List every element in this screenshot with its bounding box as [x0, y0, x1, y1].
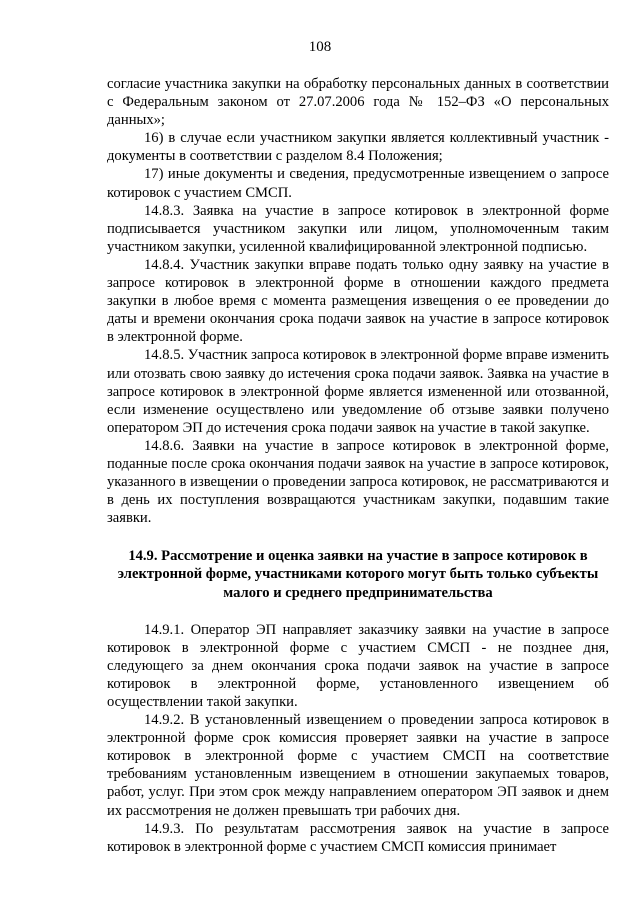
clause-14-9-1: 14.9.1. Оператор ЭП направляет заказчику заявки на участие в запросе котировок в электронной форме с участием СМСП - не позднее дня, следующего за днем окончания срока подачи заявок на участие в запросе котировок в электронной форме, установленного извещением об осуществлении такой закупки.	[107, 621, 609, 710]
paragraph-continued: согласие участника закупки на обработку персональных данных в соответствии с Федеральным законом от 27.07.2006 года № 152–ФЗ «О персональных данных»;	[107, 76, 609, 129]
page-number: 108	[308, 39, 332, 55]
document-body	[107, 75, 609, 856]
clause-14-8-6: 14.8.6. Заявки на участие в запросе котировок в электронной форме, поданные после срока окончания подачи заявок на участие в запросе котировок, указанного в извещении о проведении запроса котировок, не рассматриваются и в день их поступления возвращаются участникам закупки, подавшим такие заявки.	[107, 437, 609, 527]
list-item-16: 16) в случае если участником закупки является коллективный участник - документы в соответствии с разделом 8.4 Положения;	[107, 130, 609, 165]
clause-14-8-4: 14.8.4. Участник закупки вправе подать только одну заявку на участие в запросе котировок в электронной форме в отношении каждого предмета закупки в любое время с момента размещения извещения о ее проведении до даты и времени окончания срока подачи заявок на участие в запросе котировок в электронной форме.	[107, 256, 609, 346]
clause-14-9-2: 14.9.2. В установленный извещением о проведении запроса котировок в электронной форме срок комиссия проверяет заявки на участие в запросе котировок в электронной форме с участием СМСП на соответствие требованиям установленным извещением в отношении закупаемых товаров, работ, услуг. При этом срок между направлением оператором ЭП заявок и днем их рассмотрения не должен превышать три рабочих дня.	[107, 712, 609, 819]
section-heading-14-9: 14.9. Рассмотрение и оценка заявки на участие в запросе котировок в электронной форме, участниками которого могут быть только субъекты малого и среднего предпринимательства	[117, 548, 599, 601]
clause-14-9-3: 14.9.3. По результатам рассмотрения заявок на участие в запросе котировок в электронной форме с участием СМСП комиссия принимает	[107, 820, 609, 855]
clause-14-8-5: 14.8.5. Участник запроса котировок в электронной форме вправе изменить или отозвать свою заявку до истечения срока подачи заявок. Заявка на участие в запросе котировок в электронной форме является измененной или отозванной, если изменение осуществлено или уведомление об отзыве заявки получено оператором ЭП до истечения срока подачи заявок на участие в такой закупке.	[107, 347, 609, 436]
clause-14-8-3: 14.8.3. Заявка на участие в запросе котировок в электронной форме подписывается участником закупки или лицом, уполномоченным таким участником закупки, усиленной квалифицированной электронной подписью.	[107, 202, 609, 255]
list-item-17: 17) иные документы и сведения, предусмотренные извещением о запросе котировок с участием СМСП.	[107, 166, 609, 201]
